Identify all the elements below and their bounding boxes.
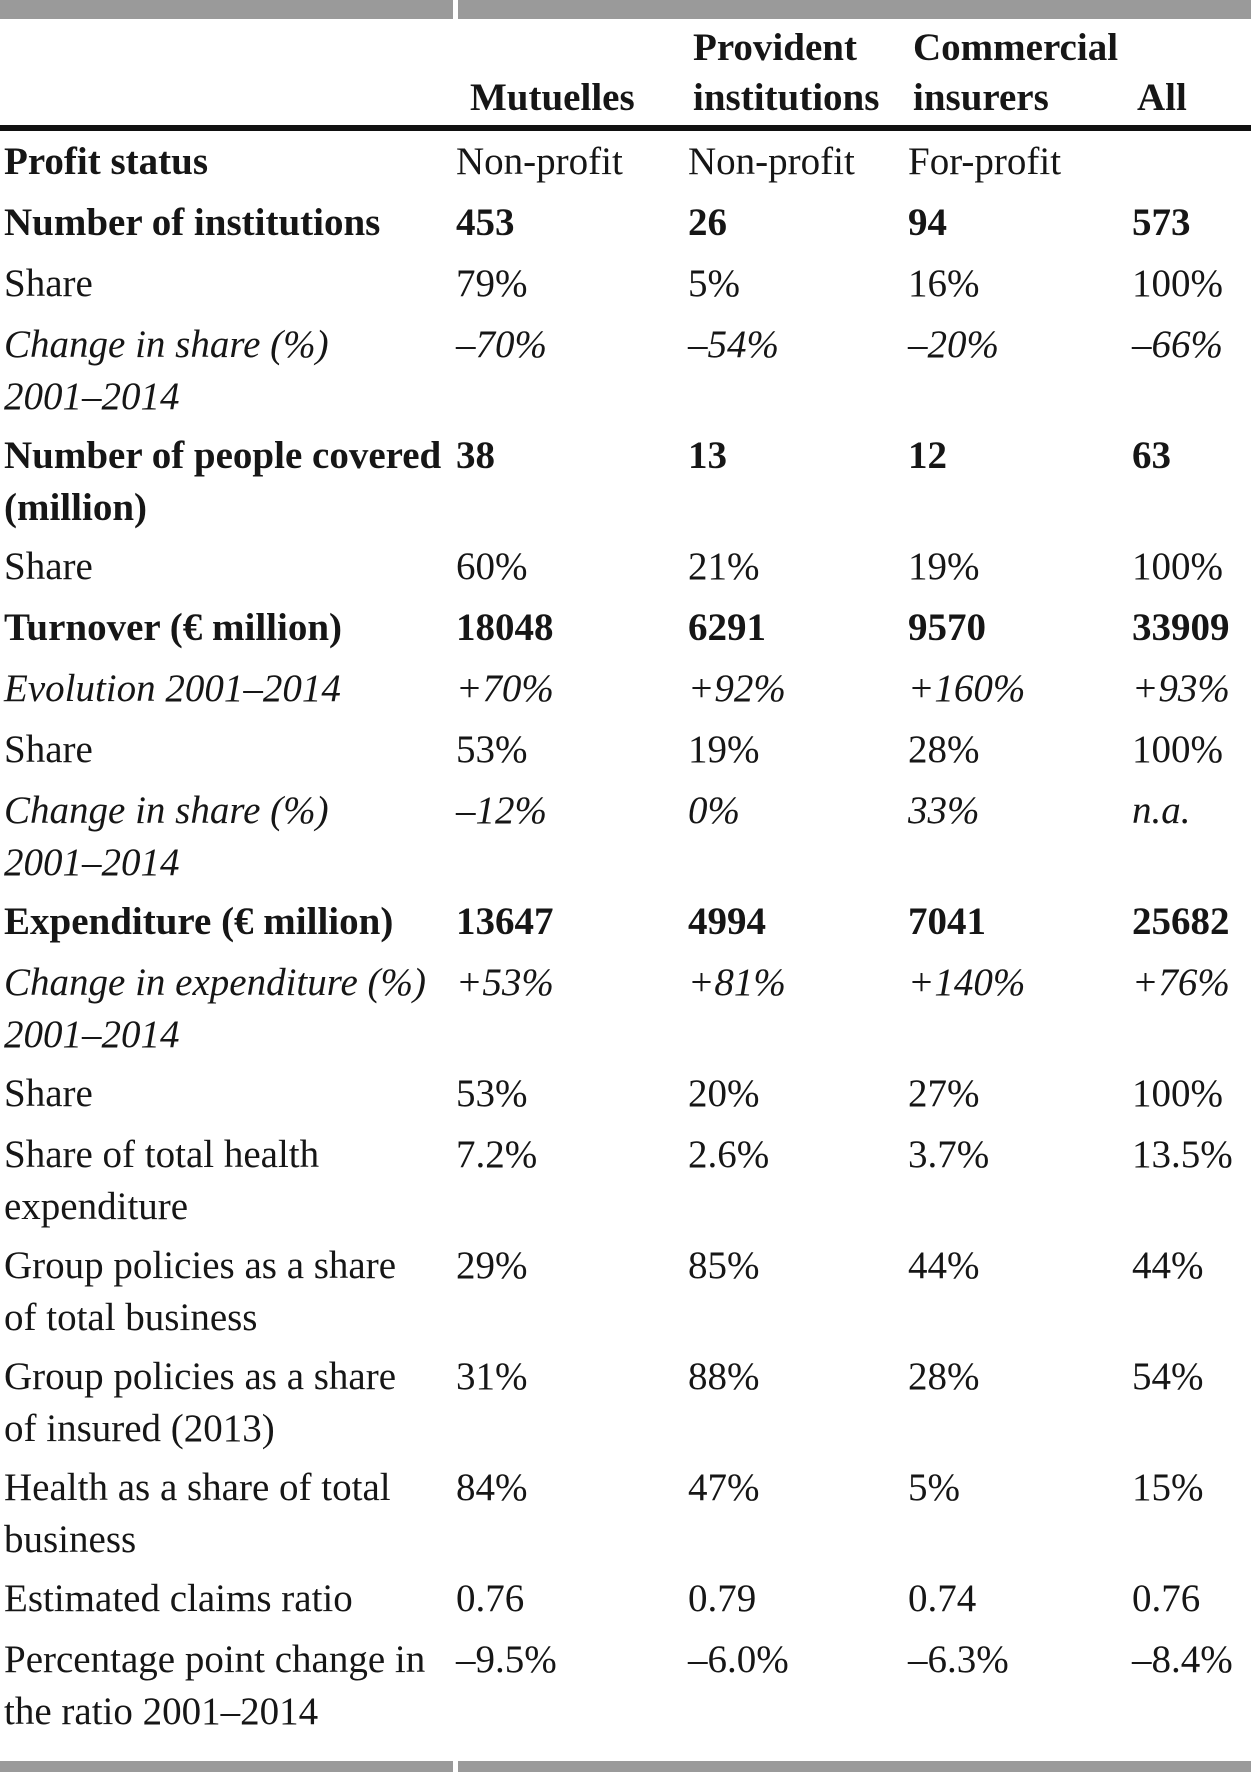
- row-label: [0, 1349, 450, 1454]
- cell-value: 85%: [688, 1244, 760, 1287]
- header-col-commercial: [893, 23, 1117, 123]
- row-label-line: 2001–2014: [4, 841, 180, 884]
- cell-value: 0.76: [1132, 1577, 1201, 1620]
- row-label-line: Health as a share of total: [4, 1466, 391, 1509]
- cell-value: 33%: [908, 789, 980, 832]
- table-row: [0, 1568, 1251, 1629]
- cell-value: 6291: [688, 606, 766, 649]
- cell-value: 94: [908, 201, 947, 244]
- cell-value: +140%: [908, 961, 1026, 1004]
- header-line: All: [1137, 76, 1187, 119]
- table-row: [0, 1124, 1251, 1235]
- cell-value: +160%: [908, 667, 1026, 710]
- row-label-line: Profit status: [4, 140, 209, 183]
- cell-value: 29%: [456, 1244, 528, 1287]
- row-label-line: of insured (2013): [4, 1407, 275, 1450]
- table-row: [0, 1457, 1251, 1568]
- row-label-line: Share: [4, 1072, 93, 1115]
- cell-value: n.a.: [1132, 789, 1191, 832]
- cell-value: 28%: [908, 1355, 980, 1398]
- cell-value: –12%: [456, 789, 547, 832]
- cell-value: Non-profit: [688, 140, 855, 183]
- cell-value: 27%: [908, 1072, 980, 1115]
- page-band-bottom: [0, 1761, 1251, 1772]
- cell-value: 5%: [908, 1466, 960, 1509]
- row-label-line: 2001–2014: [4, 375, 180, 418]
- row-label: [0, 1571, 450, 1626]
- cell-value: 100%: [1132, 728, 1223, 771]
- cell-value: 44%: [1132, 1244, 1204, 1287]
- header-line: institutions: [693, 76, 880, 119]
- row-label-line: Share: [4, 545, 93, 588]
- header-line: Commercial: [913, 26, 1119, 69]
- row-label-line: Change in share (%): [4, 323, 329, 366]
- cell-value: 33909: [1132, 606, 1230, 649]
- row-label-line: Turnover (€ million): [4, 606, 343, 649]
- row-label-line: Group policies as a share: [4, 1355, 397, 1398]
- cell-value: For-profit: [908, 140, 1062, 183]
- row-label-line: Share of total health: [4, 1133, 320, 1176]
- table-row: [0, 1629, 1251, 1740]
- cell-value: 573: [1132, 201, 1191, 244]
- cell-value: 100%: [1132, 262, 1223, 305]
- table-row: [0, 952, 1251, 1063]
- cell-value: 453: [456, 201, 515, 244]
- row-label-line: (million): [4, 486, 147, 529]
- row-label: [0, 894, 450, 949]
- cell-value: –8.4%: [1132, 1638, 1233, 1681]
- cell-value: +81%: [688, 961, 786, 1004]
- cell-value: 13647: [456, 900, 554, 943]
- cell-value: 63: [1132, 434, 1171, 477]
- cell-value: 88%: [688, 1355, 760, 1398]
- row-label-line: Evolution 2001–2014: [4, 667, 341, 710]
- cell-value: 100%: [1132, 545, 1223, 588]
- table-row: [0, 536, 1251, 597]
- cell-value: 7.2%: [456, 1133, 538, 1176]
- row-label-line: Estimated claims ratio: [4, 1577, 353, 1620]
- cell-value: 100%: [1132, 1072, 1223, 1115]
- cell-value: +92%: [688, 667, 786, 710]
- header-col-provident: [673, 23, 893, 123]
- table-row: [0, 1346, 1251, 1457]
- cell-value: 31%: [456, 1355, 528, 1398]
- table-row: [0, 597, 1251, 658]
- table-row: [0, 131, 1251, 192]
- cell-value: –54%: [688, 323, 779, 366]
- cell-value: 4994: [688, 900, 766, 943]
- cell-value: –6.0%: [688, 1638, 789, 1681]
- cell-value: 21%: [688, 545, 760, 588]
- cell-value: 26: [688, 201, 727, 244]
- cell-value: 53%: [456, 728, 528, 771]
- row-label: [0, 722, 450, 777]
- cell-value: 54%: [1132, 1355, 1204, 1398]
- cell-value: +53%: [456, 961, 554, 1004]
- table-row: [0, 658, 1251, 719]
- row-label: [0, 1127, 450, 1232]
- page-band-top-right: [458, 0, 1251, 19]
- cell-value: –6.3%: [908, 1638, 1009, 1681]
- cell-value: 12: [908, 434, 947, 477]
- cell-value: 2.6%: [688, 1133, 770, 1176]
- insurer-table: [0, 19, 1251, 1740]
- row-label: [0, 256, 450, 311]
- cell-value: 84%: [456, 1466, 528, 1509]
- cell-value: –66%: [1132, 323, 1223, 366]
- table-row: [0, 425, 1251, 536]
- row-label: [0, 600, 450, 655]
- cell-value: –20%: [908, 323, 999, 366]
- cell-value: 0.79: [688, 1577, 757, 1620]
- row-label: [0, 317, 450, 422]
- header-col-mutuelles: [450, 73, 673, 123]
- row-label: [0, 1460, 450, 1565]
- row-label-line: Number of people covered: [4, 434, 442, 477]
- table-row: [0, 253, 1251, 314]
- row-label-line: 2001–2014: [4, 1013, 180, 1056]
- page-band-top-left: [0, 0, 453, 19]
- table-row: [0, 1235, 1251, 1346]
- cell-value: –9.5%: [456, 1638, 557, 1681]
- cell-value: 60%: [456, 545, 528, 588]
- row-label-line: Share: [4, 728, 93, 771]
- row-label-line: Percentage point change in: [4, 1638, 426, 1681]
- header-col-all: [1117, 73, 1251, 123]
- cell-value: +70%: [456, 667, 554, 710]
- cell-value: 47%: [688, 1466, 760, 1509]
- cell-value: 79%: [456, 262, 528, 305]
- page-band-top: [0, 0, 1251, 19]
- cell-value: 44%: [908, 1244, 980, 1287]
- row-label: [0, 955, 450, 1060]
- cell-value: 13: [688, 434, 727, 477]
- row-label: [0, 539, 450, 594]
- cell-value: 7041: [908, 900, 986, 943]
- table-row: [0, 314, 1251, 425]
- cell-value: 18048: [456, 606, 554, 649]
- row-label: [0, 661, 450, 716]
- row-label: [0, 195, 450, 250]
- cell-value: 38: [456, 434, 495, 477]
- cell-value: 0.74: [908, 1577, 977, 1620]
- cell-value: +93%: [1132, 667, 1230, 710]
- row-label-line: Change in expenditure (%): [4, 961, 427, 1004]
- cell-value: –70%: [456, 323, 547, 366]
- table-row: [0, 780, 1251, 891]
- cell-value: 19%: [908, 545, 980, 588]
- cell-value: 28%: [908, 728, 980, 771]
- cell-value: 16%: [908, 262, 980, 305]
- row-label: [0, 1066, 450, 1121]
- row-label-line: Change in share (%): [4, 789, 329, 832]
- cell-value: 9570: [908, 606, 986, 649]
- table-header-row: [0, 23, 1251, 131]
- row-label-line: business: [4, 1518, 137, 1561]
- row-label: [0, 783, 450, 888]
- header-line: insurers: [913, 76, 1049, 119]
- table-row: [0, 1063, 1251, 1124]
- cell-value: 0.76: [456, 1577, 525, 1620]
- row-label-line: of total business: [4, 1296, 258, 1339]
- row-label-line: Group policies as a share: [4, 1244, 397, 1287]
- table-row: [0, 192, 1251, 253]
- row-label-line: the ratio 2001–2014: [4, 1690, 319, 1733]
- header-line: Mutuelles: [470, 76, 635, 119]
- cell-value: 53%: [456, 1072, 528, 1115]
- row-label-line: expenditure: [4, 1185, 189, 1228]
- cell-value: 20%: [688, 1072, 760, 1115]
- row-label-line: Expenditure (€ million): [4, 900, 394, 943]
- header-line: Provident: [693, 26, 857, 69]
- row-label-line: Number of institutions: [4, 201, 381, 244]
- cell-value: Non-profit: [456, 140, 623, 183]
- table-body: [0, 131, 1251, 1740]
- cell-value: [1117, 134, 1251, 189]
- cell-value: 5%: [688, 262, 740, 305]
- page-band-bottom-left: [0, 1761, 453, 1772]
- table-row: [0, 719, 1251, 780]
- cell-value: 15%: [1132, 1466, 1204, 1509]
- cell-value: 19%: [688, 728, 760, 771]
- cell-value: +76%: [1132, 961, 1230, 1004]
- cell-value: 0%: [688, 789, 740, 832]
- page-band-bottom-right: [458, 1761, 1251, 1772]
- cell-value: 25682: [1132, 900, 1230, 943]
- row-label: [0, 134, 450, 189]
- row-label: [0, 428, 450, 533]
- cell-value: 13.5%: [1132, 1133, 1233, 1176]
- row-label: [0, 1632, 450, 1737]
- table-row: [0, 891, 1251, 952]
- cell-value: 3.7%: [908, 1133, 990, 1176]
- row-label-line: Share: [4, 262, 93, 305]
- row-label: [0, 1238, 450, 1343]
